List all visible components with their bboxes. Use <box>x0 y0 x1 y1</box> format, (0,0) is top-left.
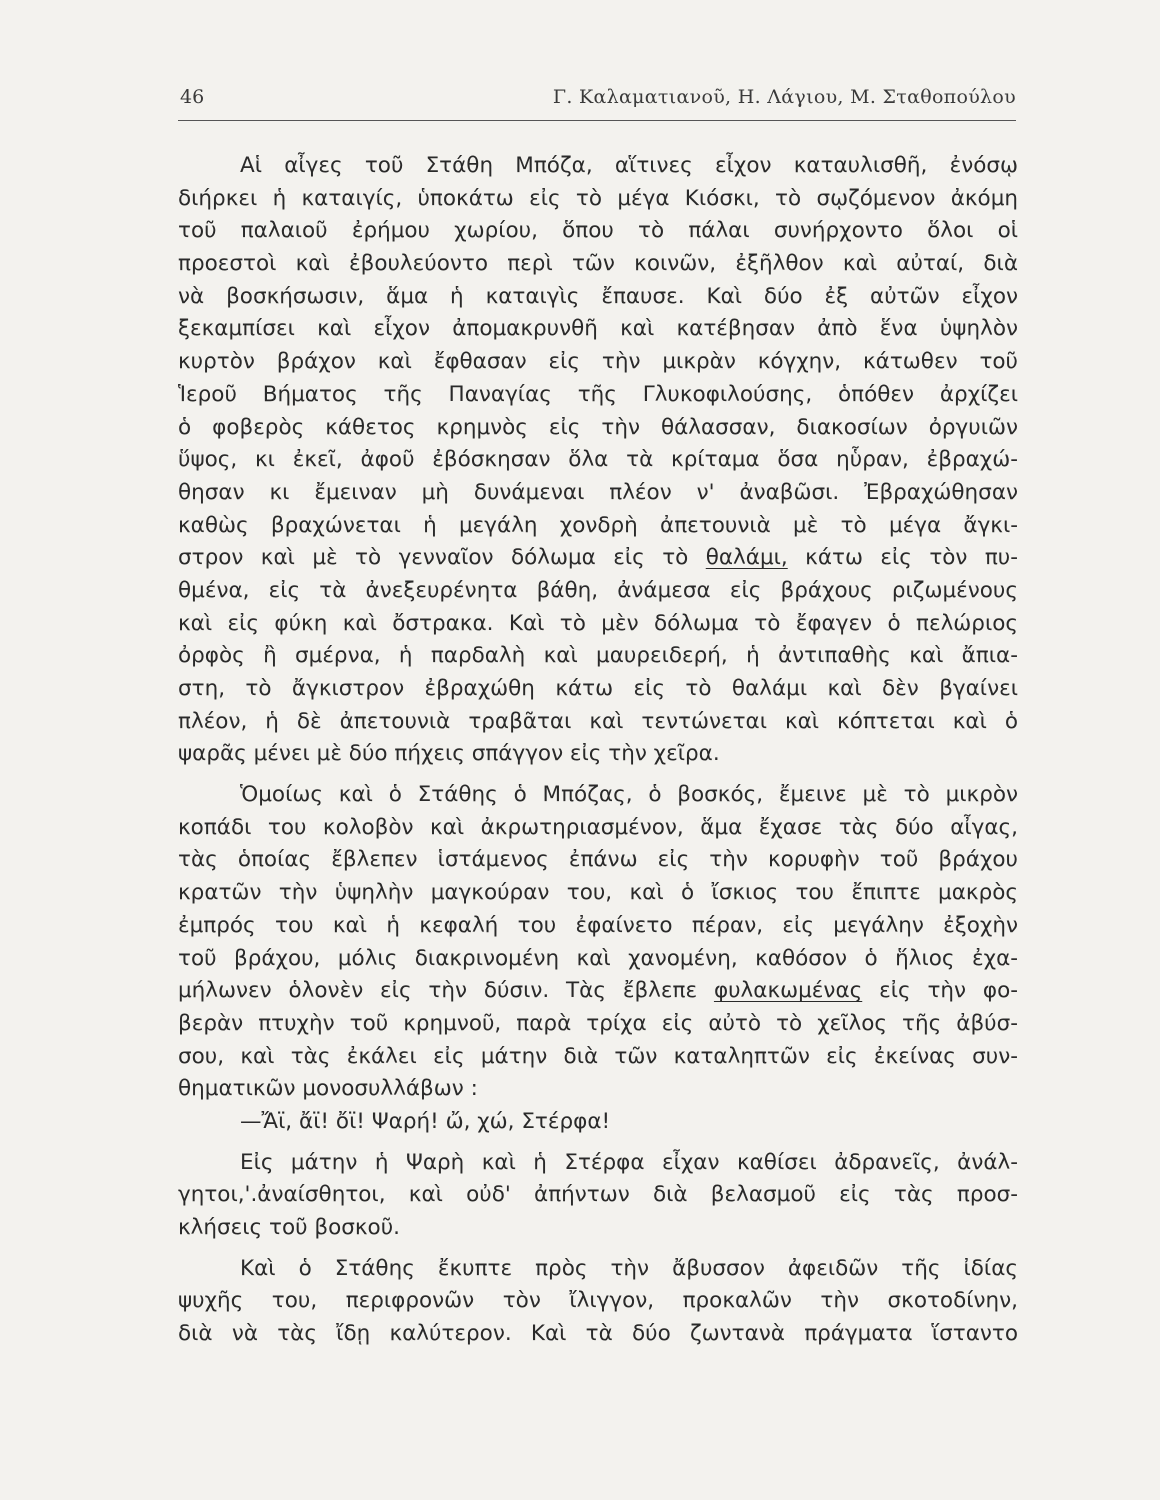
text-line: ψαρᾶς μένει μὲ δύο πήχεις σπάγγον εἰς τὴν χεῖρα. <box>178 741 720 767</box>
underlined-word: φυλακωμένας <box>713 978 863 1004</box>
text-line: κοπάδι του κολοβὸν καὶ ἀκρωτηριασμένον, ἅμα ἔχασε τὰς δύο αἶγας, <box>178 814 1018 840</box>
text-line: πλέον, ἡ δὲ ἀπετουνιὰ τραβᾶται καὶ τεντώνεται καὶ κόπτεται καὶ ὁ <box>178 708 1018 734</box>
page-number: 46 <box>180 86 205 108</box>
underlined-word: θαλάμι, <box>705 545 788 571</box>
header-rule <box>178 120 1016 121</box>
text-line: βερὰν πτυχὴν τοῦ κρημνοῦ, παρὰ τρίχα εἰς αὐτὸ τὸ χεῖλος τῆς ἀβύσ- <box>178 1010 1018 1036</box>
text-segment: μήλωνεν ὁλονὲν εἰς τὴν δύσιν. Τὰς ἔβλεπε <box>178 978 698 1004</box>
running-title: Γ. Καλαματιανοῦ, Η. Λάγιου, Μ. Σταθοπούλου <box>552 86 1016 108</box>
text-line: θηματικῶν μονοσυλλάβων : <box>178 1076 478 1102</box>
text-line: Ἱεροῦ Βήματος τῆς Παναγίας τῆς Γλυκοφιλούσης, ὁπόθεν ἀρχίζει <box>178 381 1018 407</box>
text-line: θησαν κι ἔμειναν μὴ δυνάμεναι πλέον ν' ἀναβῶσι. Ἐβραχώθησαν <box>178 479 1018 505</box>
text-segment: στρον καὶ μὲ τὸ γενναῖον δόλωμα εἰς τὸ <box>178 545 689 571</box>
text-line: ὕψος, κι ἐκεῖ, ἀφοῦ ἐβόσκησαν ὅλα τὰ κρίταμα ὅσα ηὗραν, ἐβραχώ- <box>178 447 1018 473</box>
text-line: διήρκει ἡ καταιγίς, ὑποκάτω εἰς τὸ μέγα Κιόσκι, τὸ σῳζόμενον ἀκόμη <box>178 185 1018 211</box>
text-line: κλήσεις τοῦ βοσκοῦ. <box>178 1215 400 1240</box>
text-segment: εἰς τὴν φο- <box>879 978 1018 1004</box>
text-line: νὰ βοσκήσωσιν, ἅμα ἡ καταιγὶς ἔπαυσε. Καὶ δύο ἐξ αὐτῶν εἶχον <box>178 283 1018 309</box>
text-line: τοῦ παλαιοῦ ἐρήμου χωρίου, ὅπου τὸ πάλαι συνήρχοντο ὅλοι οἱ <box>178 218 1018 244</box>
text-line: τοῦ βράχου, μόλις διακρινομένη καὶ χανομένη, καθόσον ὁ ἥλιος ἐχα- <box>178 945 1018 971</box>
dialogue-line: —Ἄϊ, ἄϊ! ὄϊ! Ψαρή! ὤ, χώ, Στέρφα! <box>240 1108 611 1134</box>
text-line: ἐμπρός του καὶ ἡ κεφαλή του ἐφαίνετο πέραν, εἰς μεγάλην ἐξοχὴν <box>178 912 1018 938</box>
text-line: Εἰς μάτην ἡ Ψαρὴ καὶ ἡ Στέρφα εἶχαν καθίσει ἀδρανεῖς, ἀνάλ- <box>240 1149 1018 1175</box>
text-line: τὰς ὁποίας ἔβλεπεν ἱστάμενος ἐπάνω εἰς τὴν κορυφὴν τοῦ βράχου <box>178 847 1018 873</box>
text-segment: κάτω εἰς τὸν πυ- <box>805 545 1018 571</box>
text-line <box>178 975 1018 1008</box>
text-line: Καὶ ὁ Στάθης ἔκυπτε πρὸς τὴν ἄβυσσον ἀφειδῶν τῆς ἰδίας <box>240 1255 1018 1281</box>
text-line: Ὁμοίως καὶ ὁ Στάθης ὁ Μπόζας, ὁ βοσκός, ἔμεινε μὲ τὸ μικρὸν <box>240 782 1018 808</box>
text-line: προεστοὶ καὶ ἐβουλεύοντο περὶ τῶν κοινῶν, ἐξῆλθον καὶ αὐταί, διὰ <box>178 251 1018 277</box>
text-line: σου, καὶ τὰς ἐκάλει εἰς μάτην διὰ τῶν καταληπτῶν εἰς ἐκείνας συν- <box>178 1043 1018 1069</box>
body-text <box>178 150 1018 1351</box>
page-header <box>178 84 1016 114</box>
text-line: θμένα, εἰς τὰ ἀνεξευρένητα βάθη, ἀνάμεσα εἰς βράχους ριζωμένους <box>178 577 1018 603</box>
text-line: ψυχῆς του, περιφρονῶν τὸν ἴλιγγον, προκαλῶν τὴν σκοτοδίνην, <box>178 1288 1018 1314</box>
text-line: ὀρφὸς ἢ σμέρνα, ἡ παρδαλὴ καὶ μαυρειδερή, ἡ ἀντιπαθὴς καὶ ἄπια- <box>178 643 1018 669</box>
text-line: στη, τὸ ἄγκιστρον ἐβραχώθη κάτω εἰς τὸ θαλάμι καὶ δὲν βγαίνει <box>178 676 1018 701</box>
text-line: καὶ εἰς φύκη καὶ ὄστρακα. Καὶ τὸ μὲν δόλωμα τὸ ἔφαγεν ὁ πελώριος <box>178 610 1018 636</box>
text-line: κυρτὸν βράχον καὶ ἔφθασαν εἰς τὴν μικρὰν κόγχην, κάτωθεν τοῦ <box>178 349 1018 375</box>
text-line: καθὼς βραχώνεται ἡ μεγάλη χονδρὴ ἀπετουνιὰ μὲ τὸ μέγα ἄγκι- <box>178 512 1018 538</box>
text-line <box>178 542 1018 575</box>
text-line: γητοι,'.ἀναίσθητοι, καὶ οὐδ' ἀπήντων διὰ βελασμοῦ εἰς τὰς προσ- <box>178 1182 1018 1208</box>
text-line: διὰ νὰ τὰς ἴδῃ καλύτερον. Καὶ τὰ δύο ζωντανὰ πράγματα ἵσταντο <box>178 1321 1018 1347</box>
text-line: ξεκαμπίσει καὶ εἶχον ἀπομακρυνθῆ καὶ κατέβησαν ἀπὸ ἕνα ὑψηλὸν <box>178 316 1018 342</box>
text-line: κρατῶν τὴν ὑψηλὴν μαγκούραν του, καὶ ὁ ἴσκιος του ἔπιπτε μακρὸς <box>178 880 1018 906</box>
text-line: ὁ φοβερὸς κάθετος κρημνὸς εἰς τὴν θάλασσαν, διακοσίων ὀργυιῶν <box>178 414 1018 440</box>
text-line: Αἱ αἶγες τοῦ Στάθη Μπόζα, αἵτινες εἶχον καταυλισθῆ, ἐνόσῳ <box>240 153 1018 178</box>
